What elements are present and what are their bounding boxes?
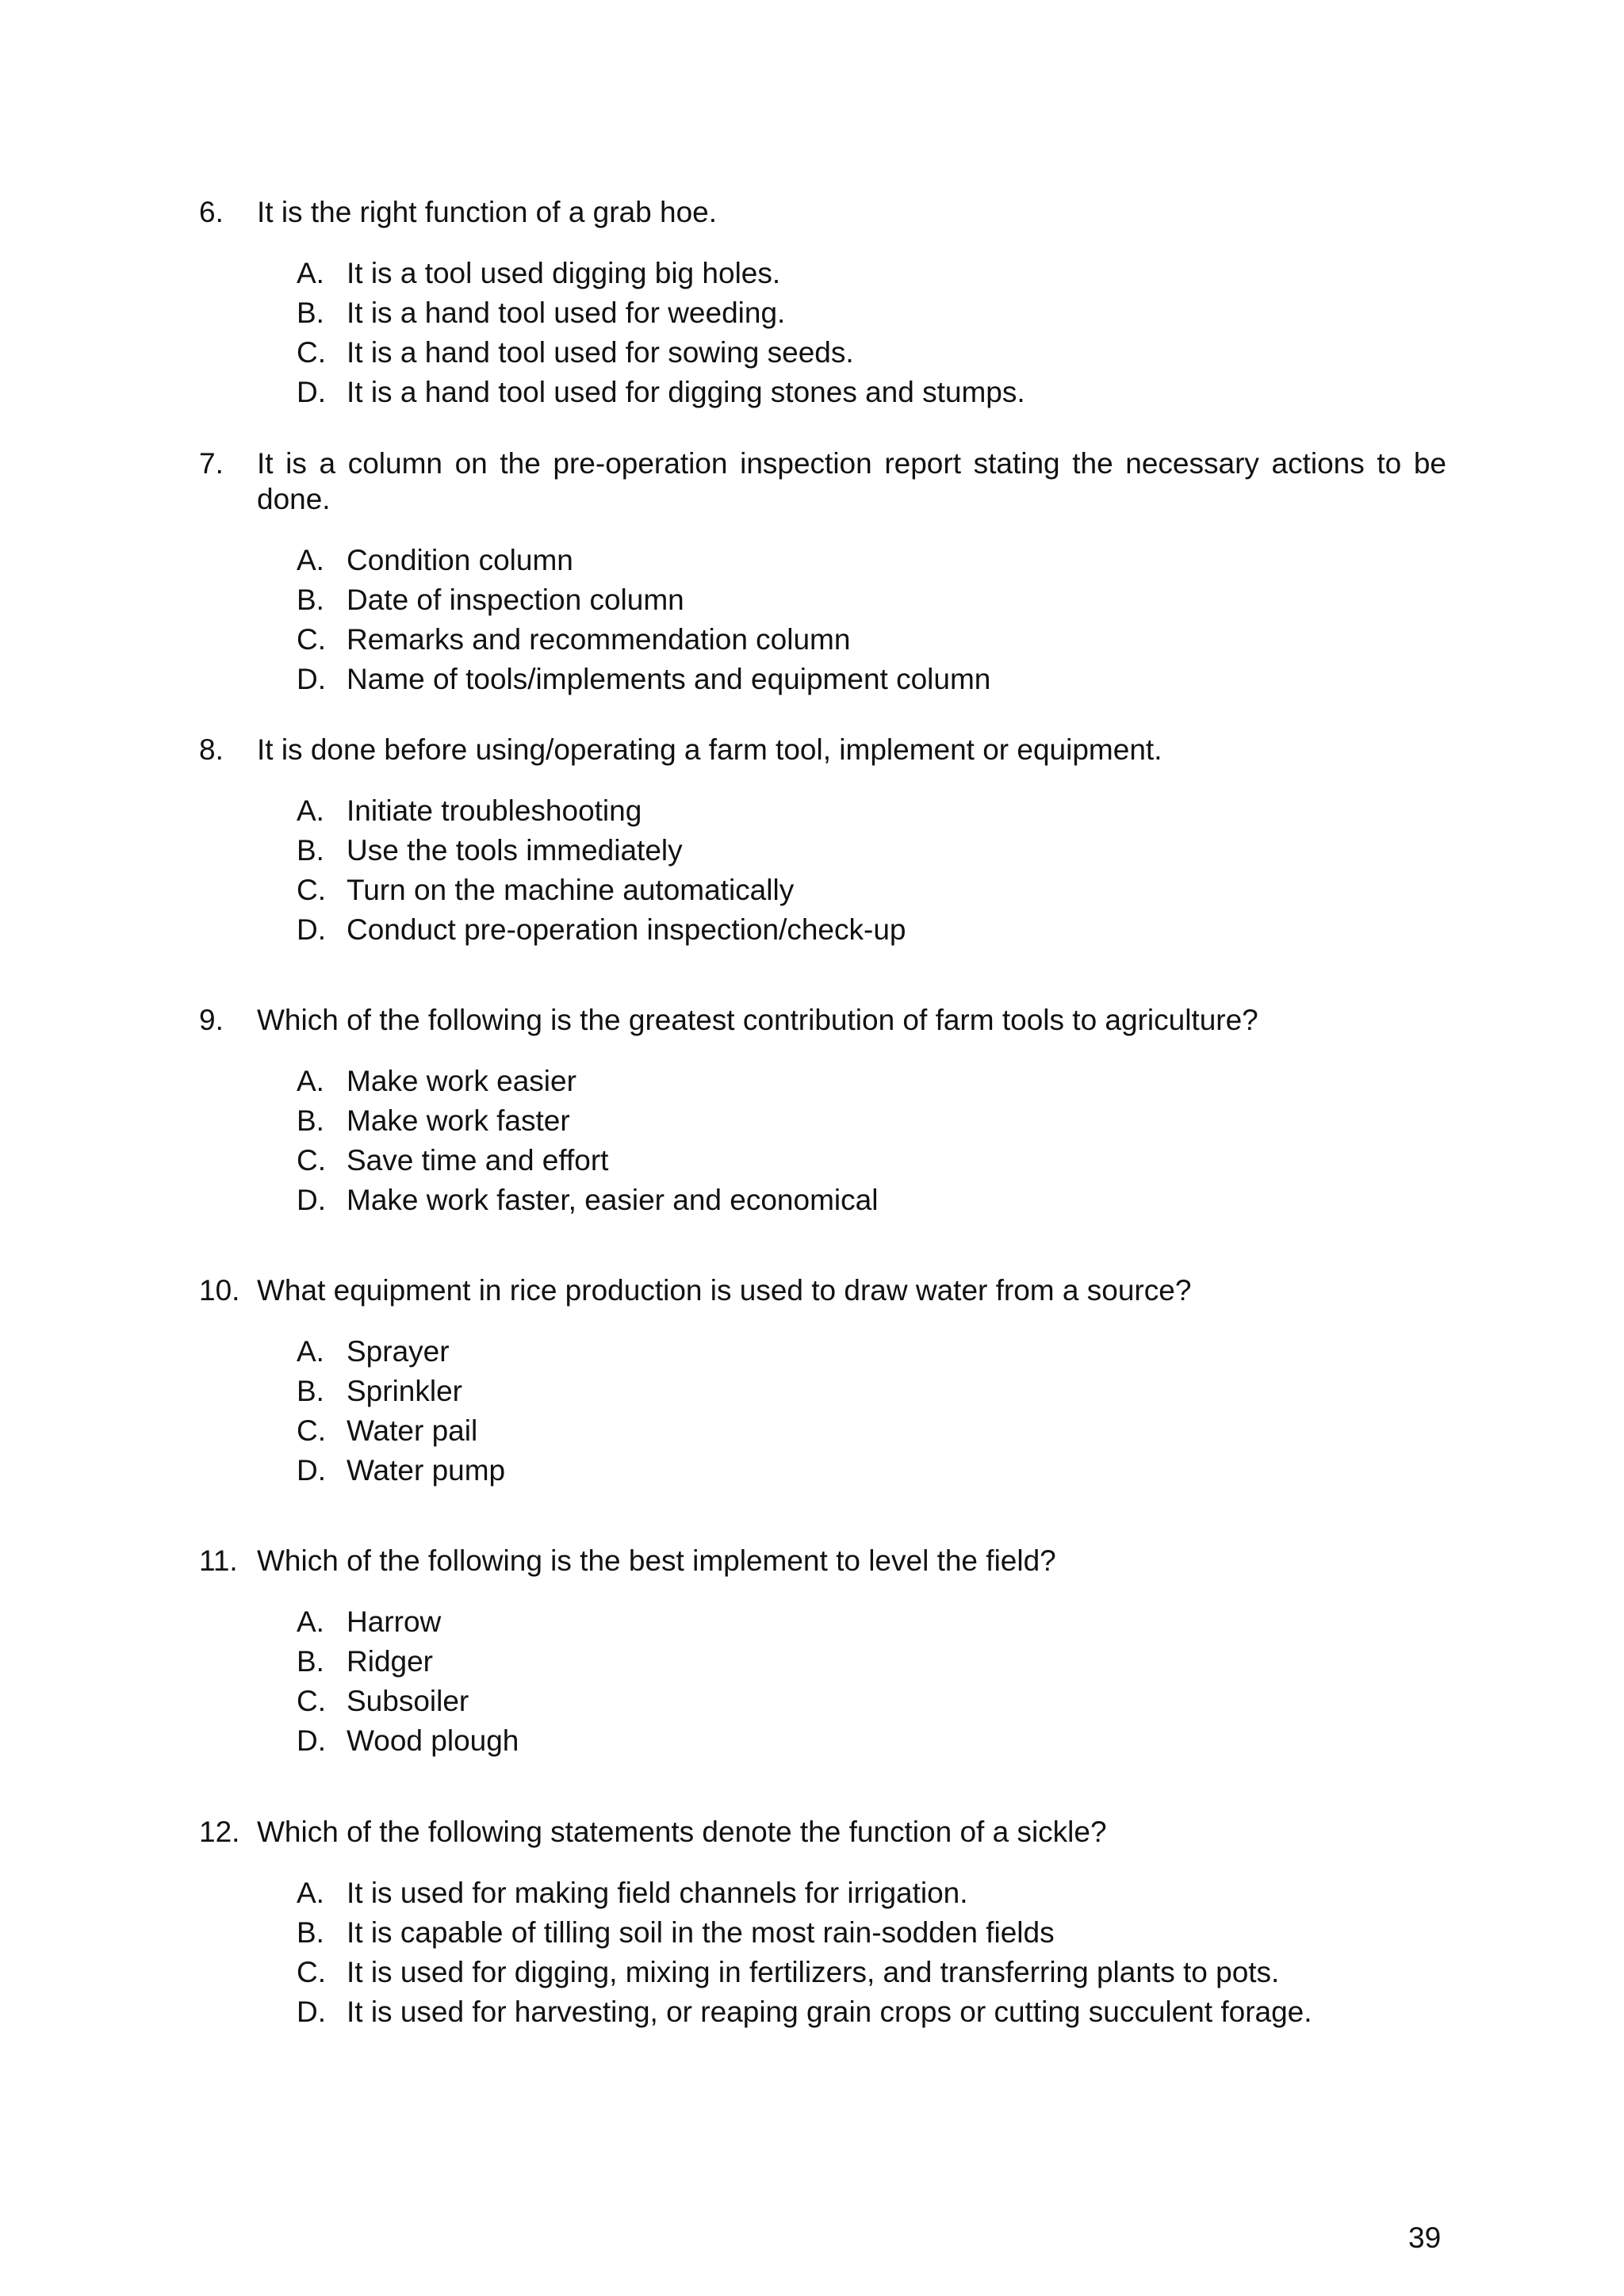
answer-options — [0, 1873, 1624, 2032]
option-a — [0, 1873, 1624, 1913]
option-text: It is capable of tilling soil in the most rain-sodden fields — [347, 1916, 1055, 1949]
option-a — [0, 1332, 1624, 1372]
option-letter: D. — [297, 1184, 326, 1216]
question-stem — [0, 1272, 1624, 1308]
question-8 — [0, 732, 1624, 950]
option-text: Condition column — [347, 544, 573, 576]
option-text: Remarks and recommendation column — [347, 623, 851, 656]
question-text: Which of the following is the best implement to level the field? — [257, 1544, 1056, 1577]
option-b — [0, 1642, 1624, 1682]
option-c — [0, 333, 1624, 373]
option-c — [0, 1953, 1624, 1992]
option-text: Water pump — [347, 1454, 506, 1487]
option-letter: C. — [297, 336, 326, 369]
question-stem — [0, 1814, 1624, 1850]
option-b — [0, 580, 1624, 620]
option-d — [0, 660, 1624, 699]
option-a — [0, 791, 1624, 831]
option-a — [0, 1602, 1624, 1642]
option-letter: C. — [297, 1144, 326, 1177]
option-text: Subsoiler — [347, 1685, 469, 1717]
question-12 — [0, 1814, 1624, 2032]
answer-options — [0, 1332, 1624, 1490]
answer-options — [0, 1602, 1624, 1761]
question-stem — [0, 446, 1624, 517]
option-text: Conduct pre-operation inspection/check-up — [347, 913, 906, 946]
option-c — [0, 1682, 1624, 1721]
option-text: It is a tool used digging big holes. — [347, 257, 781, 289]
question-7 — [0, 446, 1624, 699]
option-text: Ridger — [347, 1645, 433, 1678]
option-letter: D. — [297, 376, 326, 408]
option-letter: B. — [297, 1645, 324, 1678]
option-letter: D. — [297, 1996, 326, 2028]
question-stem — [0, 1002, 1624, 1038]
question-number: 10. — [199, 1274, 240, 1307]
option-letter: B. — [297, 584, 324, 616]
option-text: Name of tools/implements and equipment column — [347, 663, 991, 695]
option-text: Use the tools immediately — [347, 834, 683, 867]
option-letter: A. — [297, 1877, 324, 1909]
option-d — [0, 910, 1624, 950]
option-letter: C. — [297, 1956, 326, 1988]
question-text: It is done before using/operating a farm tool, implement or equipment. — [257, 733, 1162, 766]
option-letter: B. — [297, 834, 324, 867]
question-stem — [0, 732, 1624, 767]
answer-options — [0, 541, 1624, 699]
question-number: 11. — [199, 1544, 238, 1577]
option-text: Harrow — [347, 1605, 442, 1638]
question-11 — [0, 1543, 1624, 1761]
option-text: Make work faster, easier and economical — [347, 1184, 879, 1216]
question-number: 7. — [199, 447, 224, 480]
option-text: It is used for making field channels for irrigation. — [347, 1877, 968, 1909]
question-6 — [0, 194, 1624, 412]
option-b — [0, 1913, 1624, 1953]
option-letter: A. — [297, 794, 324, 827]
option-letter: A. — [297, 1335, 324, 1368]
question-9 — [0, 1002, 1624, 1220]
option-text: It is a hand tool used for sowing seeds. — [347, 336, 854, 369]
option-letter: D. — [297, 913, 326, 946]
option-c — [0, 871, 1624, 910]
question-text: Which of the following is the greatest contribution of farm tools to agriculture? — [257, 1004, 1258, 1036]
option-c — [0, 620, 1624, 660]
option-c — [0, 1411, 1624, 1451]
question-stem — [0, 1543, 1624, 1578]
option-text: Sprayer — [347, 1335, 450, 1368]
option-a — [0, 1062, 1624, 1101]
option-a — [0, 541, 1624, 580]
option-text: It is used for digging, mixing in fertilizers, and transferring plants to pots. — [347, 1956, 1280, 1988]
option-d — [0, 373, 1624, 412]
question-stem — [0, 194, 1624, 230]
question-text: Which of the following statements denote the function of a sickle? — [257, 1816, 1107, 1848]
option-letter: C. — [297, 1414, 326, 1447]
option-letter: A. — [297, 1605, 324, 1638]
option-text: Initiate troubleshooting — [347, 794, 642, 827]
answer-options — [0, 1062, 1624, 1220]
option-d — [0, 1721, 1624, 1761]
option-letter: B. — [297, 1104, 324, 1137]
option-text: It is a hand tool used for digging stones and stumps. — [347, 376, 1025, 408]
option-letter: D. — [297, 1454, 326, 1487]
option-letter: B. — [297, 1375, 324, 1407]
option-text: Date of inspection column — [347, 584, 684, 616]
option-a — [0, 254, 1624, 293]
question-number: 6. — [199, 196, 224, 228]
question-text: It is a column on the pre-operation inspection report stating the necessary actions to be done. — [257, 447, 1446, 515]
question-text: It is the right function of a grab hoe. — [257, 196, 718, 228]
option-letter: A. — [297, 1065, 324, 1097]
option-c — [0, 1141, 1624, 1181]
option-text: Make work faster — [347, 1104, 570, 1137]
question-number: 12. — [199, 1816, 240, 1848]
option-text: Sprinkler — [347, 1375, 462, 1407]
option-text: It is used for harvesting, or reaping grain crops or cutting succulent forage. — [347, 1996, 1312, 2028]
option-letter: A. — [297, 544, 324, 576]
option-text: It is a hand tool used for weeding. — [347, 297, 786, 329]
answer-options — [0, 254, 1624, 412]
option-b — [0, 293, 1624, 333]
option-d — [0, 1451, 1624, 1490]
option-letter: C. — [297, 874, 326, 906]
question-number: 9. — [199, 1004, 224, 1036]
option-text: Make work easier — [347, 1065, 576, 1097]
option-letter: C. — [297, 623, 326, 656]
option-text: Wood plough — [347, 1724, 519, 1757]
option-d — [0, 1992, 1624, 2032]
option-letter: C. — [297, 1685, 326, 1717]
option-letter: D. — [297, 663, 326, 695]
question-number: 8. — [199, 733, 224, 766]
option-letter: B. — [297, 1916, 324, 1949]
page-number: 39 — [1408, 2221, 1442, 2254]
option-b — [0, 831, 1624, 871]
option-d — [0, 1181, 1624, 1220]
option-letter: A. — [297, 257, 324, 289]
answer-options — [0, 791, 1624, 950]
option-b — [0, 1372, 1624, 1411]
option-text: Save time and effort — [347, 1144, 609, 1177]
option-text: Water pail — [347, 1414, 478, 1447]
option-letter: D. — [297, 1724, 326, 1757]
question-text: What equipment in rice production is used to draw water from a source? — [257, 1274, 1192, 1307]
option-letter: B. — [297, 297, 324, 329]
option-b — [0, 1101, 1624, 1141]
question-10 — [0, 1272, 1624, 1490]
option-text: Turn on the machine automatically — [347, 874, 795, 906]
